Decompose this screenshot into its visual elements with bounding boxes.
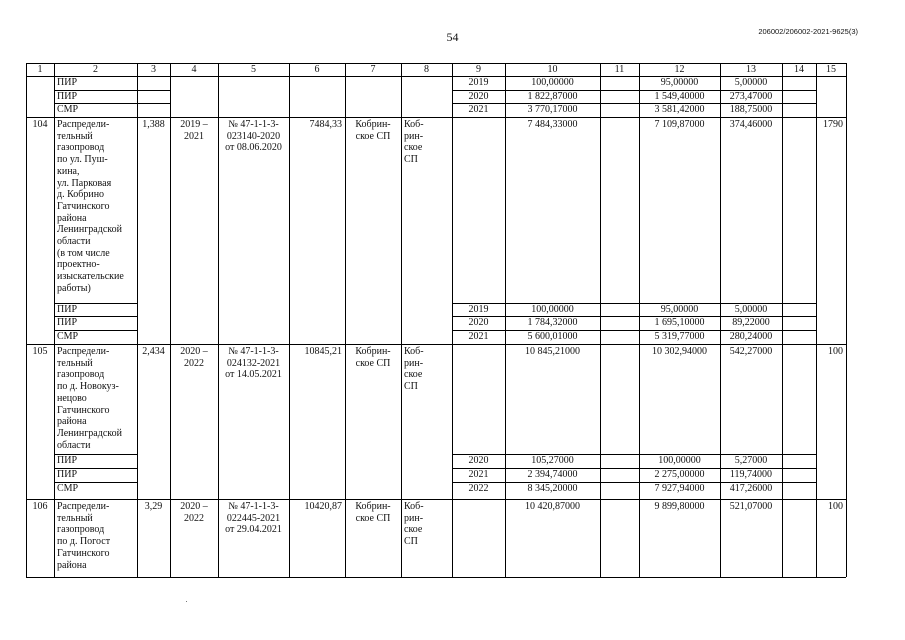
sub-row-stage: СМР	[57, 483, 79, 494]
sub-row-stage: ПИР	[57, 91, 78, 102]
item-cost: 10420,87	[304, 501, 342, 512]
item-capacity: 100	[828, 501, 843, 512]
item-number: 105	[32, 346, 48, 357]
column-header: 6	[314, 64, 320, 75]
sub-row-federal: 2 275,00000	[654, 469, 705, 480]
scan-speck	[186, 601, 187, 602]
item-period: 2019 – 2021	[180, 119, 208, 142]
row-rule	[26, 577, 846, 578]
item-recipient: Коб- рин- ское СП	[404, 119, 424, 166]
item-federal: 7 109,87000	[654, 119, 705, 130]
item-number: 106	[32, 501, 48, 512]
sub-row-federal: 95,00000	[660, 77, 699, 88]
sub-row-total: 1 784,32000	[527, 317, 578, 328]
column-header: 11	[614, 64, 625, 75]
column-header: 3	[151, 64, 156, 75]
item-total: 10 845,21000	[525, 346, 580, 357]
sub-row-federal: 7 927,94000	[654, 483, 705, 494]
sub-row-year: 2021	[468, 469, 489, 480]
sub-row-total: 100,00000	[531, 304, 574, 315]
sub-row-federal: 3 581,42000	[654, 104, 705, 115]
sub-row-federal: 100,00000	[658, 455, 701, 466]
item-regional: 521,07000	[729, 501, 773, 512]
sub-row-year: 2020	[468, 91, 489, 102]
data-table	[26, 63, 846, 577]
sub-row-total: 100,00000	[531, 77, 574, 88]
sub-row-regional: 5,27000	[734, 455, 768, 466]
sub-row-year: 2021	[468, 104, 489, 115]
item-length: 2,434	[142, 346, 165, 357]
item-decision: № 47-1-1-3- 024132-2021 от 14.05.2021	[225, 346, 282, 381]
row-rule	[26, 499, 846, 500]
sub-row-stage: ПИР	[57, 469, 78, 480]
row-rule	[26, 344, 846, 345]
sub-row-year: 2019	[468, 304, 489, 315]
column-header: 2	[93, 64, 98, 75]
sub-row-total: 5 600,01000	[527, 331, 578, 342]
sub-row-year: 2022	[468, 483, 489, 494]
sub-row-total: 2 394,74000	[527, 469, 578, 480]
sub-row-federal: 1 695,10000	[654, 317, 705, 328]
item-regional: 542,27000	[729, 346, 773, 357]
column-rule	[846, 63, 847, 577]
sub-row-federal: 1 549,40000	[654, 91, 705, 102]
item-cost: 7484,33	[309, 119, 342, 130]
sub-row-total: 3 770,17000	[527, 104, 578, 115]
item-length: 3,29	[144, 501, 163, 512]
item-name: Распредели- тельный газопровод по д. Новокуз- нецово Гатчинского района Ленинградской области	[57, 346, 122, 451]
sub-row-year: 2020	[468, 317, 489, 328]
sub-row-stage: ПИР	[57, 77, 78, 88]
item-total: 10 420,87000	[525, 501, 580, 512]
column-header: 10	[547, 64, 558, 75]
sub-row-year: 2019	[468, 77, 489, 88]
item-federal: 9 899,80000	[654, 501, 705, 512]
item-recipient: Коб- рин- ское СП	[404, 501, 424, 548]
sub-row-federal: 95,00000	[660, 304, 699, 315]
column-header: 1	[37, 64, 43, 75]
sub-row-regional: 280,24000	[729, 331, 773, 342]
item-municipality: Кобрин- ское СП	[355, 119, 391, 142]
sub-row-total: 1 822,87000	[527, 91, 578, 102]
sub-row-regional: 5,00000	[734, 77, 768, 88]
column-header: 4	[191, 64, 197, 75]
sub-row-regional: 5,00000	[734, 304, 768, 315]
sub-row-regional: 119,74000	[729, 469, 773, 480]
sub-row-stage: ПИР	[57, 304, 78, 315]
sub-row-stage: ПИР	[57, 317, 78, 328]
sub-row-year: 2020	[468, 455, 489, 466]
sub-row-regional: 417,26000	[729, 483, 773, 494]
sub-row-regional: 89,22000	[732, 317, 770, 328]
sub-row-stage: СМР	[57, 331, 79, 342]
sub-row-year: 2021	[468, 331, 489, 342]
item-cost: 10845,21	[304, 346, 342, 357]
sub-row-federal: 5 319,77000	[654, 331, 705, 342]
column-header: 8	[424, 64, 429, 75]
item-capacity: 1790	[823, 119, 843, 130]
sub-row-stage: СМР	[57, 104, 79, 115]
item-municipality: Кобрин- ское СП	[355, 346, 391, 369]
item-length: 1,388	[142, 119, 165, 130]
column-header: 9	[476, 64, 481, 75]
sub-row-total: 8 345,20000	[527, 483, 578, 494]
item-name: Распредели- тельный газопровод по ул. Пуш- кина, ул. Парковая д. Кобрино Гатчинского района Ленинградской области (в том числе проектно- изыскательские работы)	[57, 119, 124, 294]
item-period: 2020 – 2022	[180, 501, 208, 524]
column-header: 5	[251, 64, 256, 75]
item-name: Распредели- тельный газопровод по д. Погост Гатчинского района	[57, 501, 111, 571]
item-municipality: Кобрин- ское СП	[355, 501, 391, 524]
page-number: 54	[446, 30, 459, 44]
item-number: 104	[32, 119, 48, 130]
row-rule	[26, 117, 846, 118]
sub-row-regional: 188,75000	[729, 104, 773, 115]
item-capacity: 100	[828, 346, 843, 357]
column-header: 13	[746, 64, 756, 75]
sub-row-total: 105,27000	[531, 455, 574, 466]
item-decision: № 47-1-1-3- 022445-2021 от 29.04.2021	[225, 501, 282, 536]
document-id: 206002/206002-2021-9625(3)	[758, 27, 858, 36]
item-decision: № 47-1-1-3- 023140-2020 от 08.06.2020	[225, 119, 282, 154]
column-header: 15	[826, 64, 836, 75]
item-regional: 374,46000	[729, 119, 773, 130]
item-total: 7 484,33000	[527, 119, 578, 130]
column-header: 12	[674, 64, 685, 75]
sub-row-regional: 273,47000	[729, 91, 773, 102]
sub-row-stage: ПИР	[57, 455, 78, 466]
column-header: 14	[794, 64, 804, 75]
item-federal: 10 302,94000	[652, 346, 707, 357]
item-period: 2020 – 2022	[180, 346, 208, 369]
item-recipient: Коб- рин- ское СП	[404, 346, 424, 393]
column-header: 7	[370, 64, 376, 75]
